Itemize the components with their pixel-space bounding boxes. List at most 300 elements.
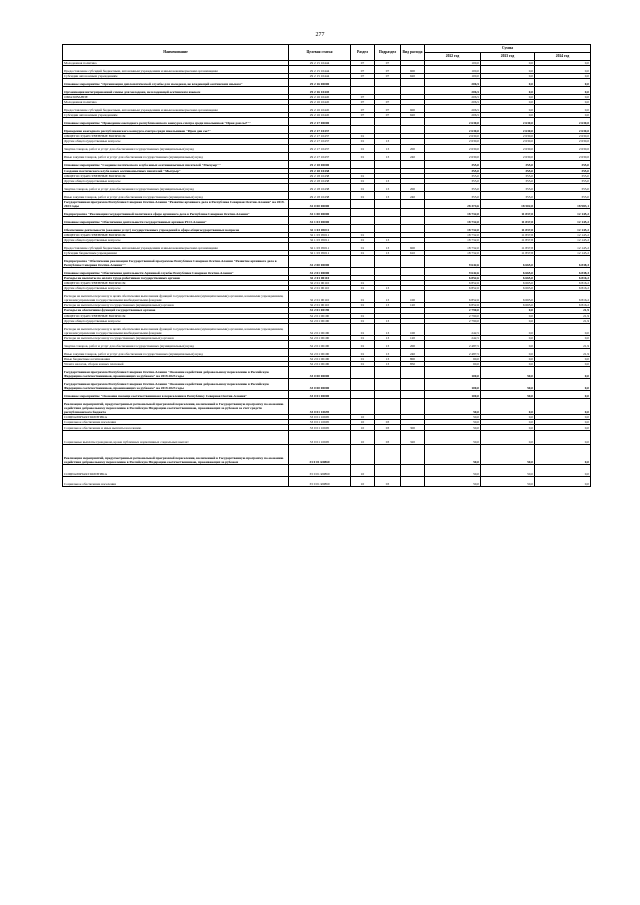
- row-section-cell: 01: [351, 139, 375, 144]
- row-subsection-cell: 13: [375, 361, 401, 366]
- row-section-cell: 07: [351, 95, 375, 100]
- row-subsection-cell: 13: [375, 243, 401, 251]
- row-amount-2024-cell: 6 816,2: [535, 303, 591, 308]
- row-section-cell: 01: [351, 232, 375, 237]
- row-amount-2023-cell: 18 502,8: [481, 199, 535, 208]
- row-section-cell: [351, 398, 375, 414]
- row-code-cell: 29 2 16 10445: [289, 87, 351, 95]
- table-row: [63, 465, 591, 477]
- row-code-cell: 29 2 18 10438: [289, 173, 351, 178]
- row-name-cell: Уплата налогов, сборов и иных платежей: [63, 361, 289, 366]
- row-amount-2022-cell: 50,0: [425, 445, 481, 465]
- row-section-cell: [351, 378, 375, 390]
- row-expense-type-cell: 600: [401, 105, 425, 113]
- row-name-cell: Расходы на выплаты персоналу государственных (муниципальных) органов: [63, 335, 289, 340]
- row-amount-2023-cell: 0,0: [481, 61, 535, 66]
- row-amount-2023-cell: 50,0: [481, 390, 535, 398]
- row-amount-2022-cell: 100,0: [425, 66, 481, 74]
- row-amount-2024-cell: 0,0: [535, 74, 591, 79]
- row-amount-2022-cell: 355,0: [425, 178, 481, 183]
- row-code-cell: 33 0 01 10695: [289, 414, 351, 419]
- row-subsection-cell: 13: [375, 251, 401, 256]
- row-amount-2023-cell: 0,0: [481, 313, 535, 318]
- row-expense-type-cell: [401, 378, 425, 390]
- row-amount-2024-cell: 6 816,2: [535, 276, 591, 281]
- row-name-cell: СОЦИАЛЬНАЯ ПОЛИТИКА: [63, 465, 289, 477]
- header-amount: Сумма: [425, 45, 591, 53]
- row-name-cell: Закупка товаров, работ и услуг для обеспечения государственных (муниципальных) нужд: [63, 144, 289, 152]
- row-amount-2022-cell: 2 487,5: [425, 340, 481, 348]
- row-amount-2022-cell: 2 630,0: [425, 118, 481, 126]
- row-section-cell: 10: [351, 465, 375, 477]
- row-amount-2024-cell: 0,0: [535, 87, 591, 95]
- row-amount-2023-cell: 355,0: [481, 160, 535, 168]
- table-row: [63, 340, 591, 348]
- row-section-cell: [351, 268, 375, 276]
- row-amount-2024-cell: 0,0: [535, 390, 591, 398]
- row-code-cell: 32 0 00 00000: [289, 199, 351, 208]
- row-subsection-cell: [375, 160, 401, 168]
- row-section-cell: 07: [351, 105, 375, 113]
- row-code-cell: 29 2 17 10437: [289, 144, 351, 152]
- row-code-cell: 32 2 01 00190: [289, 323, 351, 335]
- row-name-cell: Субсидии бюджетным учреждениям: [63, 251, 289, 256]
- row-section-cell: 01: [351, 281, 375, 286]
- row-amount-2024-cell: 12 145,2: [535, 243, 591, 251]
- row-subsection-cell: [375, 398, 401, 414]
- row-amount-2023-cell: 0,0: [481, 361, 535, 366]
- row-amount-2023-cell: 0,0: [481, 323, 535, 335]
- row-section-cell: [351, 445, 375, 465]
- row-name-cell: Иные закупки товаров, работ и услуг для обеспечения государственных (муниципальных) нужд: [63, 348, 289, 356]
- row-amount-2023-cell: 0,0: [481, 348, 535, 356]
- row-amount-2022-cell: 206,5: [425, 95, 481, 100]
- row-subsection-cell: 13: [375, 335, 401, 340]
- row-amount-2022-cell: 2 790,0: [425, 318, 481, 323]
- row-amount-2024-cell: 2 630,0: [535, 139, 591, 144]
- row-name-cell: Организация интегрированной смены для молодежи, не владеющей осетинским языком: [63, 87, 289, 95]
- table-row: [63, 191, 591, 199]
- row-expense-type-cell: 200: [401, 183, 425, 191]
- row-subsection-cell: 03: [375, 477, 401, 487]
- row-amount-2024-cell: 21,9: [535, 313, 591, 318]
- row-section-cell: 01: [351, 134, 375, 139]
- row-section-cell: 01: [351, 152, 375, 160]
- row-subsection-cell: 07: [375, 105, 401, 113]
- row-section-cell: 10: [351, 414, 375, 419]
- row-code-cell: 29 2 18 10438: [289, 168, 351, 173]
- row-code-cell: 32 2 01 00190: [289, 361, 351, 366]
- row-amount-2022-cell: 355,0: [425, 173, 481, 178]
- row-amount-2023-cell: 2 630,0: [481, 134, 535, 139]
- row-name-cell: Предоставление субсидий бюджетным, автономным учреждениям и иным некоммерческим организациям: [63, 105, 289, 113]
- row-code-cell: 32 1 03 05011: [289, 238, 351, 243]
- row-expense-type-cell: [401, 216, 425, 224]
- header-year-2024: 2024 год: [535, 53, 591, 61]
- row-expense-type-cell: 240: [401, 152, 425, 160]
- row-code-cell: 29 2 17 00000: [289, 118, 351, 126]
- header-expense-type: Вид расхода: [401, 45, 425, 61]
- row-amount-2023-cell: 11 837,8: [481, 251, 535, 256]
- row-section-cell: 01: [351, 313, 375, 318]
- table-row: [63, 208, 591, 216]
- row-name-cell: Расходы на обеспечение функций государственных органов: [63, 308, 289, 313]
- row-subsection-cell: [375, 118, 401, 126]
- table-row: [63, 118, 591, 126]
- row-section-cell: 07: [351, 61, 375, 66]
- row-amount-2022-cell: 100,0: [425, 390, 481, 398]
- row-amount-2023-cell: 11 837,8: [481, 243, 535, 251]
- row-amount-2024-cell: 0,0: [535, 113, 591, 118]
- row-name-cell: Расходы на выплаты персоналу в целях обеспечения выполнения функций государственными (муниципальными) органами, казенными учреждениями, органами управления государственными внебюджетными фондами: [63, 323, 289, 335]
- row-section-cell: [351, 224, 375, 232]
- row-section-cell: [351, 118, 375, 126]
- row-amount-2023-cell: 6 665,0: [481, 281, 535, 286]
- row-name-cell: Молодежная политика: [63, 100, 289, 105]
- row-subsection-cell: 13: [375, 183, 401, 191]
- row-amount-2022-cell: 206,5: [425, 87, 481, 95]
- row-amount-2022-cell: 18 732,0: [425, 208, 481, 216]
- row-code-cell: 32 2 01 00000: [289, 268, 351, 276]
- row-amount-2024-cell: 0,0: [535, 445, 591, 465]
- row-amount-2023-cell: 11 837,8: [481, 224, 535, 232]
- row-amount-2024-cell: 0,0: [535, 323, 591, 335]
- row-subsection-cell: 03: [375, 425, 401, 431]
- row-amount-2022-cell: 18 732,0: [425, 232, 481, 237]
- row-amount-2022-cell: 50,0: [425, 425, 481, 431]
- row-amount-2023-cell: 0,0: [481, 87, 535, 95]
- row-subsection-cell: 03: [375, 431, 401, 445]
- row-amount-2024-cell: 2 630,0: [535, 152, 591, 160]
- row-code-cell: 29 2 16 10445: [289, 113, 351, 118]
- header-subsection: Подраздел: [375, 45, 401, 61]
- row-name-cell: Основное мероприятие "Организация дипломатической службы для молодежи, не владеющей осетинским языком": [63, 79, 289, 87]
- row-code-cell: 33 0 00 00000: [289, 366, 351, 378]
- table-row: [63, 431, 591, 445]
- row-code-cell: 33 0 01 10695: [289, 425, 351, 431]
- table-row: [63, 390, 591, 398]
- row-amount-2024-cell: 12 145,2: [535, 251, 591, 256]
- row-amount-2022-cell: 50,0: [425, 465, 481, 477]
- row-section-cell: 01: [351, 318, 375, 323]
- table-row: [63, 216, 591, 224]
- row-amount-2022-cell: 100,0: [425, 366, 481, 378]
- row-name-cell: Иные бюджетные ассигнования: [63, 356, 289, 361]
- row-amount-2022-cell: 50,0: [425, 414, 481, 419]
- row-expense-type-cell: 120: [401, 303, 425, 308]
- row-amount-2023-cell: 0,0: [481, 105, 535, 113]
- row-code-cell: 32 2 01 00110: [289, 276, 351, 281]
- row-amount-2022-cell: 206,5: [425, 113, 481, 118]
- row-name-cell: ОБРАЗОВАНИЕ: [63, 95, 289, 100]
- row-amount-2024-cell: 0,0: [535, 378, 591, 390]
- table-row: [63, 256, 591, 268]
- row-amount-2024-cell: 0,0: [535, 105, 591, 113]
- row-amount-2023-cell: 0,0: [481, 356, 535, 361]
- row-code-cell: 33 0 01 R0860: [289, 465, 351, 477]
- row-expense-type-cell: 620: [401, 113, 425, 118]
- row-name-cell: Основное мероприятие "Обеспечение деятельности государственных архивов РСО-Алания": [63, 216, 289, 224]
- row-name-cell: Подпрограмма "Реализация государственной политики в сфере архивного дела в Республике Северная Осетия-Алания": [63, 208, 289, 216]
- table-row: [63, 144, 591, 152]
- row-amount-2022-cell: 2 630,0: [425, 139, 481, 144]
- row-amount-2022-cell: 100,0: [425, 74, 481, 79]
- row-amount-2024-cell: 0,0: [535, 95, 591, 100]
- row-code-cell: 32 2 01 00190: [289, 313, 351, 318]
- row-amount-2024-cell: 0,0: [535, 425, 591, 431]
- row-amount-2022-cell: 28 374,6: [425, 199, 481, 208]
- row-expense-type-cell: [401, 118, 425, 126]
- row-amount-2023-cell: 50,0: [481, 445, 535, 465]
- row-amount-2024-cell: 0,0: [535, 100, 591, 105]
- row-amount-2023-cell: 355,0: [481, 173, 535, 178]
- table-row: [63, 348, 591, 356]
- row-subsection-cell: 13: [375, 340, 401, 348]
- row-name-cell: Другие общегосударственные вопросы: [63, 318, 289, 323]
- row-name-cell: Другие общегосударственные вопросы: [63, 238, 289, 243]
- row-amount-2022-cell: 18 732,0: [425, 243, 481, 251]
- row-section-cell: 07: [351, 74, 375, 79]
- row-amount-2024-cell: 2 630,0: [535, 144, 591, 152]
- row-name-cell: Основное мероприятие "Оказание помощи соотечественникам в переселении в Республику Северная Осетия-Алания": [63, 390, 289, 398]
- row-amount-2023-cell: 2 630,0: [481, 139, 535, 144]
- row-code-cell: 29 2 17 10437: [289, 139, 351, 144]
- table-row: [63, 66, 591, 74]
- row-section-cell: 01: [351, 251, 375, 256]
- row-name-cell: Основное мероприятие "Создание поэтического клуба юных осетиноязычных писателей "Мыхуыр"": [63, 160, 289, 168]
- row-code-cell: 33 0 01 00000: [289, 390, 351, 398]
- row-amount-2023-cell: 6 665,0: [481, 268, 535, 276]
- row-amount-2023-cell: 6 665,0: [481, 256, 535, 268]
- row-amount-2023-cell: 0,0: [481, 74, 535, 79]
- budget-table: [62, 44, 591, 487]
- row-name-cell: СОЦИАЛЬНАЯ ПОЛИТИКА: [63, 414, 289, 419]
- row-expense-type-cell: 200: [401, 144, 425, 152]
- row-expense-type-cell: [401, 199, 425, 208]
- row-section-cell: 01: [351, 191, 375, 199]
- row-section-cell: 01: [351, 335, 375, 340]
- table-row: [63, 152, 591, 160]
- row-code-cell: 29 2 16 10445: [289, 105, 351, 113]
- row-amount-2024-cell: 12 145,2: [535, 232, 591, 237]
- row-section-cell: 01: [351, 243, 375, 251]
- row-amount-2022-cell: 2 790,0: [425, 308, 481, 313]
- row-name-cell: Другие общегосударственные вопросы: [63, 286, 289, 291]
- row-amount-2024-cell: 355,0: [535, 173, 591, 178]
- row-amount-2024-cell: 21,9: [535, 308, 591, 313]
- row-amount-2024-cell: 21,9: [535, 340, 591, 348]
- row-expense-type-cell: [401, 390, 425, 398]
- row-name-cell: ОБЩЕГОСУДАРСТВЕННЫЕ ВОПРОСЫ: [63, 173, 289, 178]
- row-amount-2023-cell: 0,0: [481, 340, 535, 348]
- row-amount-2022-cell: 6 852,6: [425, 291, 481, 303]
- row-section-cell: 10: [351, 425, 375, 431]
- table-row: [63, 477, 591, 487]
- row-amount-2023-cell: 0,0: [481, 100, 535, 105]
- row-amount-2023-cell: 50,0: [481, 465, 535, 477]
- row-amount-2024-cell: 0,0: [535, 61, 591, 66]
- row-amount-2024-cell: 0,0: [535, 477, 591, 487]
- row-amount-2022-cell: 2 630,0: [425, 152, 481, 160]
- row-code-cell: 29 2 18 10438: [289, 178, 351, 183]
- row-amount-2023-cell: 355,0: [481, 183, 535, 191]
- row-amount-2022-cell: 206,5: [425, 79, 481, 87]
- row-subsection-cell: 13: [375, 152, 401, 160]
- header-year-2023: 2023 год: [481, 53, 535, 61]
- row-name-cell: Закупка товаров, работ и услуг для обеспечения государственных (муниципальных) нужд: [63, 183, 289, 191]
- row-section-cell: [351, 79, 375, 87]
- row-amount-2023-cell: 0,0: [481, 95, 535, 100]
- row-subsection-cell: 07: [375, 61, 401, 66]
- row-amount-2022-cell: 355,0: [425, 191, 481, 199]
- row-amount-2024-cell: 0,0: [535, 420, 591, 425]
- row-expense-type-cell: 240: [401, 191, 425, 199]
- row-name-cell: Молодежная политика: [63, 61, 289, 66]
- row-amount-2023-cell: 2 630,0: [481, 118, 535, 126]
- row-expense-type-cell: 120: [401, 335, 425, 340]
- row-code-cell: 29 2 18 10438: [289, 183, 351, 191]
- row-expense-type-cell: 850: [401, 361, 425, 366]
- row-code-cell: 32 2 01 00190: [289, 308, 351, 313]
- row-subsection-cell: 13: [375, 238, 401, 243]
- row-code-cell: 29 2 18 00000: [289, 160, 351, 168]
- row-subsection-cell: 07: [375, 113, 401, 118]
- row-name-cell: Субсидии автономным учреждениям: [63, 74, 289, 79]
- row-subsection-cell: [375, 199, 401, 208]
- row-section-cell: 10: [351, 420, 375, 425]
- row-amount-2022-cell: 6 852,6: [425, 281, 481, 286]
- row-expense-type-cell: 620: [401, 74, 425, 79]
- row-name-cell: Основное мероприятие "Проведение ежегодного республиканского конкурса-смотра среди школьников "Ирон дан сы?"": [63, 118, 289, 126]
- row-code-cell: 29 2 17 10437: [289, 126, 351, 134]
- row-expense-type-cell: 300: [401, 425, 425, 431]
- row-section-cell: 07: [351, 100, 375, 105]
- row-amount-2023-cell: 6 665,0: [481, 286, 535, 291]
- row-amount-2023-cell: 0,0: [481, 79, 535, 87]
- table-body: [63, 61, 591, 487]
- row-section-cell: 07: [351, 113, 375, 118]
- row-section-cell: 01: [351, 238, 375, 243]
- table-row: [63, 160, 591, 168]
- row-code-cell: 32 1 03 05011: [289, 251, 351, 256]
- row-amount-2024-cell: 355,0: [535, 183, 591, 191]
- row-name-cell: Другие общегосударственные вопросы: [63, 139, 289, 144]
- row-amount-2022-cell: 242,5: [425, 335, 481, 340]
- row-subsection-cell: [375, 224, 401, 232]
- row-code-cell: 29 2 16 00000: [289, 79, 351, 87]
- page-number: 277: [315, 32, 325, 38]
- row-subsection-cell: [375, 208, 401, 216]
- row-amount-2024-cell: 0,0: [535, 66, 591, 74]
- table-row: [63, 445, 591, 465]
- row-name-cell: Основное мероприятие "Обеспечение деятельности Архивной службы Республики Северная Осетия-Алания": [63, 268, 289, 276]
- row-amount-2022-cell: 2 790,0: [425, 313, 481, 318]
- row-subsection-cell: [375, 445, 401, 465]
- row-expense-type-cell: 600: [401, 66, 425, 74]
- row-code-cell: 33 0 01 R0860: [289, 445, 351, 465]
- row-amount-2024-cell: 355,0: [535, 168, 591, 173]
- row-name-cell: Предоставление субсидий бюджетным, автономным учреждениям и иным некоммерческим организациям: [63, 66, 289, 74]
- row-amount-2023-cell: 0,0: [481, 318, 535, 323]
- row-section-cell: 01: [351, 348, 375, 356]
- row-section-cell: 01: [351, 178, 375, 183]
- row-amount-2023-cell: 0,0: [481, 420, 535, 425]
- row-amount-2023-cell: 2 630,0: [481, 144, 535, 152]
- row-amount-2022-cell: 6 852,6: [425, 276, 481, 281]
- row-amount-2022-cell: 9 642,6: [425, 268, 481, 276]
- row-subsection-cell: 13: [375, 291, 401, 303]
- row-amount-2023-cell: 355,0: [481, 168, 535, 173]
- row-name-cell: Другие общегосударственные вопросы: [63, 178, 289, 183]
- row-amount-2024-cell: 0,0: [535, 431, 591, 445]
- row-amount-2022-cell: 2 487,5: [425, 348, 481, 356]
- row-amount-2023-cell: 2 630,0: [481, 152, 535, 160]
- row-amount-2023-cell: 355,0: [481, 178, 535, 183]
- row-subsection-cell: [375, 256, 401, 268]
- row-code-cell: 29 2 15 10444: [289, 66, 351, 74]
- row-amount-2023-cell: 0,0: [481, 431, 535, 445]
- row-section-cell: [351, 87, 375, 95]
- table-row: [63, 79, 591, 87]
- row-expense-type-cell: [401, 208, 425, 216]
- row-amount-2024-cell: 2 630,0: [535, 126, 591, 134]
- row-name-cell: Закупка товаров, работ и услуг для обеспечения государственных (муниципальных) нужд: [63, 340, 289, 348]
- row-amount-2022-cell: 355,0: [425, 160, 481, 168]
- row-expense-type-cell: [401, 160, 425, 168]
- row-subsection-cell: 07: [375, 74, 401, 79]
- row-amount-2022-cell: 2 630,0: [425, 144, 481, 152]
- row-subsection-cell: 13: [375, 286, 401, 291]
- row-code-cell: 32 2 01 00110: [289, 281, 351, 286]
- row-code-cell: 29 2 18 10438: [289, 191, 351, 199]
- row-amount-2024-cell: 12 145,2: [535, 224, 591, 232]
- row-amount-2023-cell: 0,0: [481, 335, 535, 340]
- row-expense-type-cell: 100: [401, 291, 425, 303]
- row-amount-2023-cell: 11 837,8: [481, 232, 535, 237]
- row-amount-2024-cell: 0,0: [535, 79, 591, 87]
- row-amount-2023-cell: 0,0: [481, 308, 535, 313]
- row-amount-2022-cell: 18 732,0: [425, 238, 481, 243]
- row-amount-2024-cell: 0,0: [535, 335, 591, 340]
- row-section-cell: 07: [351, 66, 375, 74]
- row-code-cell: 32 2 01 00190: [289, 318, 351, 323]
- header-name: Наименование: [63, 45, 289, 61]
- row-amount-2023-cell: 50,0: [481, 477, 535, 487]
- row-name-cell: Иные закупки товаров, работ и услуг для обеспечения государственных (муниципальных) нужд: [63, 191, 289, 199]
- row-amount-2024-cell: 355,0: [535, 191, 591, 199]
- table-row: [63, 398, 591, 414]
- row-expense-type-cell: [401, 87, 425, 95]
- row-subsection-cell: 13: [375, 303, 401, 308]
- row-code-cell: 29 2 15 10444: [289, 74, 351, 79]
- row-expense-type-cell: 100: [401, 323, 425, 335]
- row-amount-2022-cell: 18 732,0: [425, 251, 481, 256]
- row-name-cell: Социальное обеспечение и иные выплаты населению: [63, 425, 289, 431]
- row-expense-type-cell: [401, 465, 425, 477]
- row-code-cell: 32 2 01 00190: [289, 340, 351, 348]
- table-row: [63, 268, 591, 276]
- row-amount-2024-cell: 18 983,1: [535, 199, 591, 208]
- row-section-cell: 01: [351, 361, 375, 366]
- row-name-cell: Предоставление субсидий бюджетным, автономным учреждениям и иным некоммерческим организациям: [63, 243, 289, 251]
- row-section-cell: [351, 366, 375, 378]
- row-subsection-cell: [375, 268, 401, 276]
- row-expense-type-cell: [401, 126, 425, 134]
- table-row: [63, 183, 591, 191]
- row-code-cell: 33 0 01 10695: [289, 420, 351, 425]
- row-amount-2022-cell: 6 852,6: [425, 303, 481, 308]
- row-subsection-cell: [375, 378, 401, 390]
